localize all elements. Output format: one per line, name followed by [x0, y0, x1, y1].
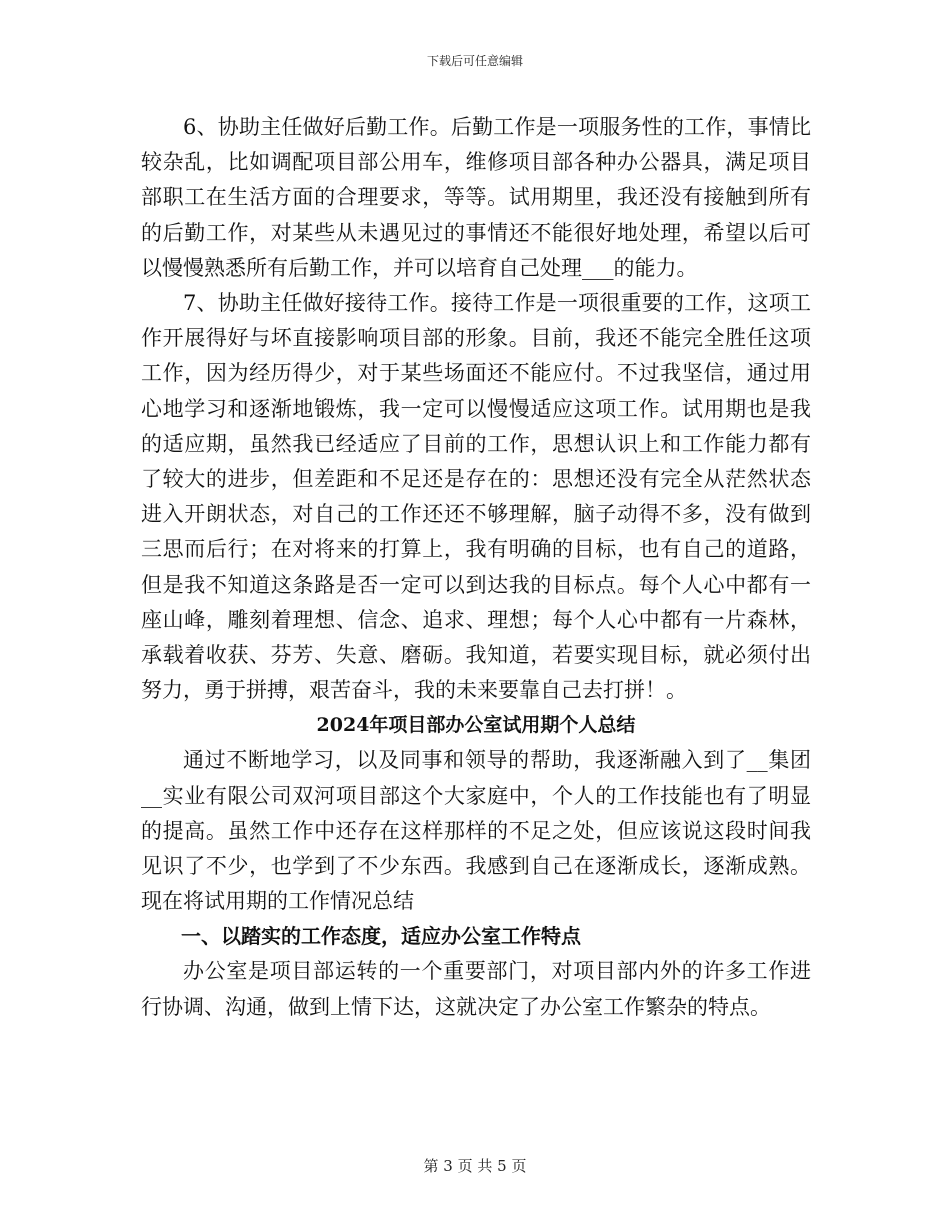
document-title: 2024年项目部办公室试用期个人总结 — [316, 714, 636, 737]
document-body — [141, 110, 811, 1025]
section-1-paragraph: 办公室是项目部运转的一个重要部门，对项目部内外的许多工作进行协调、沟通，做到上情下达，这就决定了办公室工作繁杂的特点。 — [141, 959, 811, 1019]
page-footer: 第 3 页 共 5 页 — [423, 1157, 527, 1175]
intro-paragraph: 通过不断地学习，以及同事和领导的帮助，我逐渐融入到了__集团__实业有限公司双河项目部这个大家庭中，个人的工作技能也有了明显的提高。虽然工作中还存在这样那样的不足之处，但应该说这段时间我见识了不少，也学到了不少东西。我感到自己在逐渐成长，逐渐成熟。现在将试用期的工作情况总结 — [141, 748, 811, 914]
paragraph-item-7: 7、协助主任做好接待工作。接待工作是一项很重要的工作，这项工作开展得好与坏直接影响项目部的形象。目前，我还不能完全胜任这项工作，因为经历得少，对于某些场面还不能应付。不过我坚信，通过用心地学习和逐渐地锻炼，我一定可以慢慢适应这项工作。试用期也是我的适应期，虽然我已经适应了目前的工作，思想认识上和工作能力都有了较大的进步，但差距和不足还是存在的：思想还没有完全从茫然状态进入开朗状态，对自己的工作还还不够理解，脑子动得不多，没有做到三思而后行；在对将来的打算上，我有明确的目标，也有自己的道路，但是我不知道这条路是否一定可以到达我的目标点。每个人心中都有一座山峰，雕刻着理想、信念、追求、理想；每个人心中都有一片森林，承载着收获、芬芳、失意、磨砺。我知道，若要实现目标，就必须付出努力，勇于拼搏，艰苦奋斗，我的未来要靠自己去打拼！。 — [141, 291, 811, 703]
paragraph-item-6: 6、协助主任做好后勤工作。后勤工作是一项服务性的工作，事情比较杂乱，比如调配项目部公用车，维修项目部各种办公器具，满足项目部职工在生活方面的合理要求，等等。试用期里，我还没有接触到所有的后勤工作，对某些从未遇见过的事情还不能很好地处理，希望以后可以慢慢熟悉所有后勤工作，并可以培育自己处理___的能力。 — [141, 115, 811, 280]
page-header: 下载后可任意编辑 — [426, 54, 523, 68]
section-heading-1: 一、以踏实的工作态度，适应办公室工作特点 — [181, 924, 581, 949]
